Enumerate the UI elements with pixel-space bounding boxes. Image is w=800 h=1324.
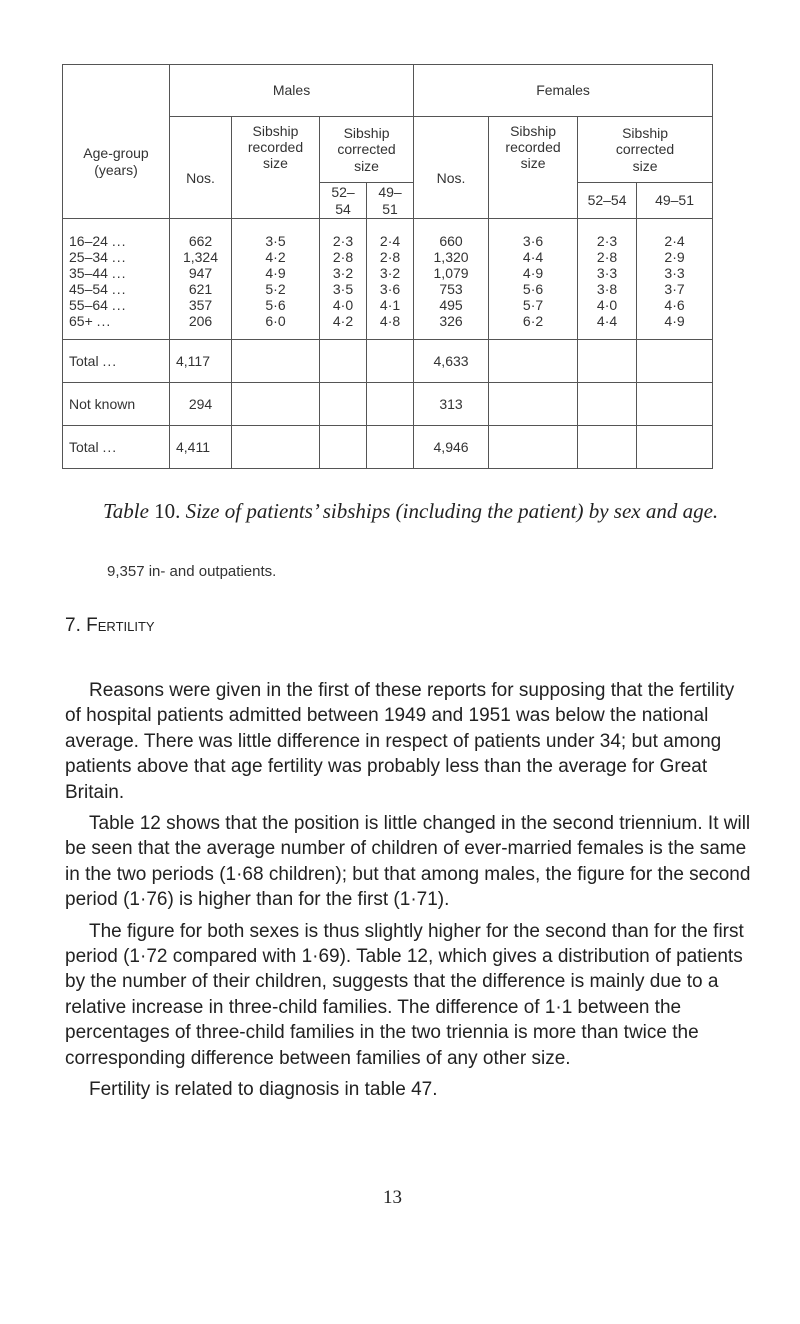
males-corrected-header: Sibship corrected size [320,117,414,183]
males-header: Males [170,65,414,117]
caption-table-label: Table [103,499,149,523]
section-title: Fertility [86,615,155,636]
age-col [63,219,170,340]
table-row: 65+ ... [69,313,112,329]
females-corrected-52-54-col: 2·3 2·8 3·3 3·8 4·0 4·4 [578,219,637,340]
table-note: 9,357 in- and outpatients. [107,563,277,580]
not-known-females-nos: 313 [414,383,489,426]
age-group-header: Age-group (years) [63,65,170,219]
table-caption [103,496,743,526]
paragraph: The figure for both sexes is thus slightly higher for the second than for the first period (1·72 compared with 1·69). Table 12, which gives a distribution of patients by the number of their children, suggests that the difference is mainly due to a relative increase in three-child families. The difference of 1·1 between the percentages of three-child families in the two triennia is more than twice the corresponding difference between families of any other size. [65,920,744,1069]
total-label: Total [69,353,99,369]
not-known-males-nos: 294 [170,383,232,426]
table-row: 25–34 ... [69,249,127,265]
section-number: 7. [65,615,81,636]
section-heading [65,615,155,637]
table-row: 16–24 ... [69,233,127,249]
page-number: 13 [383,1187,402,1208]
females-recorded-col: 3·6 4·4 4·9 5·6 5·7 6·2 [489,219,578,340]
females-nos-col: 660 1,320 1,079 753 495 326 [414,219,489,340]
males-sub-49-51: 49–51 [367,183,414,219]
paragraph: Fertility is related to diagnosis in table 47. [89,1079,438,1101]
grand-total-males-nos: 4,411 [170,426,232,469]
not-known-label: Not known [63,383,170,426]
males-corrected-52-54-col: 2·3 2·8 3·2 3·5 4·0 4·2 [320,219,367,340]
males-nos-header: Nos. [170,117,232,219]
total-row: Total ... 4,117 4,633 [63,340,713,383]
total-females-nos: 4,633 [414,340,489,383]
paragraph: Reasons were given in the first of these reports for supposing that the fertility of hospital patients admitted between 1949 and 1951 was below the national average. There was little difference in respect of patients under 34; but among patients above that age fertility was probably less than the average for Great Britain. [65,680,735,803]
males-corrected-49-51-col: 2·4 2·8 3·2 3·6 4·1 4·8 [367,219,414,340]
males-recorded-col: 3·5 4·2 4·9 5·2 5·6 6·0 [232,219,320,340]
total-males-nos: 4,117 [170,340,232,383]
caption-text: Size of patients’ sibships (including the patient) by sex and age. [185,499,719,523]
females-corrected-49-51-col: 2·4 2·9 3·3 3·7 4·6 4·9 [637,219,713,340]
females-corrected-header: Sibship corrected size [578,117,713,183]
males-sub-52-54: 52–54 [320,183,367,219]
age-rows-group [63,219,713,340]
grand-total-females-nos: 4,946 [414,426,489,469]
females-sub-52-54: 52–54 [578,183,637,219]
males-recorded-header: Sibship recorded size [232,117,320,219]
paragraph: Table 12 shows that the position is little changed in the second triennium. It will be seen that the average number of children of ever-married females is the same in the two periods (1·68 children); but that among males, the figure for the second period (1·76) is higher than for the first (1·71). [65,813,751,911]
females-nos-header: Nos. [414,117,489,219]
sibship-table [62,64,713,469]
females-sub-49-51: 49–51 [637,183,713,219]
table-row: 55–64 ... [69,297,127,313]
females-header: Females [414,65,713,117]
caption-table-number: 10. [154,499,181,523]
body-text [65,678,755,1109]
males-nos-col: 662 1,324 947 621 357 206 [170,219,232,340]
grand-total-label: Total [69,439,99,455]
grand-total-row: Total ... 4,411 4,946 [63,426,713,469]
table-row: 35–44 ... [69,265,127,281]
table-row: 45–54 ... [69,281,127,297]
not-known-row [63,383,713,426]
females-recorded-header: Sibship recorded size [489,117,578,219]
